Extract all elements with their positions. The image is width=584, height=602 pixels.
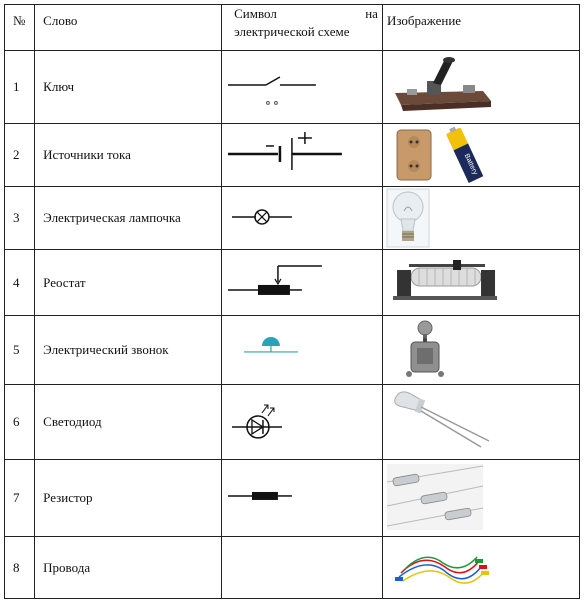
resistor-symbol [222, 460, 383, 537]
row-word: Ключ [35, 51, 222, 124]
row-number: 3 [5, 187, 35, 250]
rheostat-icon [383, 250, 579, 315]
led-icon [383, 385, 579, 459]
table-row [5, 51, 580, 124]
battery-label: Battery [462, 152, 479, 176]
row-number: 5 [5, 316, 35, 385]
table-row [5, 316, 580, 385]
knife-switch-icon [383, 51, 579, 123]
header-image: Изображение [382, 5, 579, 51]
rheostat-image [382, 250, 579, 316]
table-row [5, 460, 580, 537]
socket-and-battery-image [382, 124, 579, 187]
bell-symbol-icon [222, 316, 382, 384]
led-image [382, 385, 579, 460]
header-symbol [222, 5, 383, 51]
lamp-symbol [222, 187, 383, 250]
row-word: Резистор [35, 460, 222, 537]
row-number: 7 [5, 460, 35, 537]
row-number: 1 [5, 51, 35, 124]
switch-symbol-icon [222, 51, 382, 123]
row-number: 8 [5, 537, 35, 599]
led-symbol [222, 385, 383, 460]
battery-symbol [222, 124, 383, 187]
row-word: Провода [35, 537, 222, 599]
bell-symbol [222, 316, 383, 385]
electric-bell-image [382, 316, 579, 385]
rheostat-symbol-icon [222, 250, 382, 315]
header-number: № [5, 5, 35, 51]
battery-symbol-icon [222, 124, 382, 186]
rheostat-symbol [222, 250, 383, 316]
row-word: Реостат [35, 250, 222, 316]
wires-icon [383, 537, 579, 598]
wires-image [382, 537, 579, 599]
knife-switch-image [382, 51, 579, 124]
row-number: 2 [5, 124, 35, 187]
light-bulb-image [382, 187, 579, 250]
table-row [5, 250, 580, 316]
table-row [5, 537, 580, 599]
row-number: 4 [5, 250, 35, 316]
header-row [5, 5, 580, 51]
table-row [5, 385, 580, 460]
row-number: 6 [5, 385, 35, 460]
row-word: Источники тока [35, 124, 222, 187]
switch-symbol [222, 51, 383, 124]
header-symbol-word1: Символ [234, 6, 277, 21]
header-word: Слово [35, 5, 222, 51]
header-symbol-line2: электрической схеме [234, 24, 350, 39]
resistors-icon [383, 460, 579, 536]
components-table [4, 4, 580, 599]
header-symbol-word2: на [365, 6, 378, 21]
led-symbol-icon [222, 385, 382, 459]
table-row [5, 124, 580, 187]
empty-symbol-cell [222, 537, 383, 599]
resistor-symbol-icon [222, 460, 382, 536]
socket-and-battery-icon [383, 124, 579, 186]
lamp-symbol-icon [222, 187, 382, 249]
light-bulb-icon [383, 187, 579, 249]
row-word: Электрическая лампочка [35, 187, 222, 250]
resistors-image [382, 460, 579, 537]
table-row [5, 187, 580, 250]
electric-bell-icon [383, 316, 579, 384]
row-word: Светодиод [35, 385, 222, 460]
row-word: Электрический звонок [35, 316, 222, 385]
